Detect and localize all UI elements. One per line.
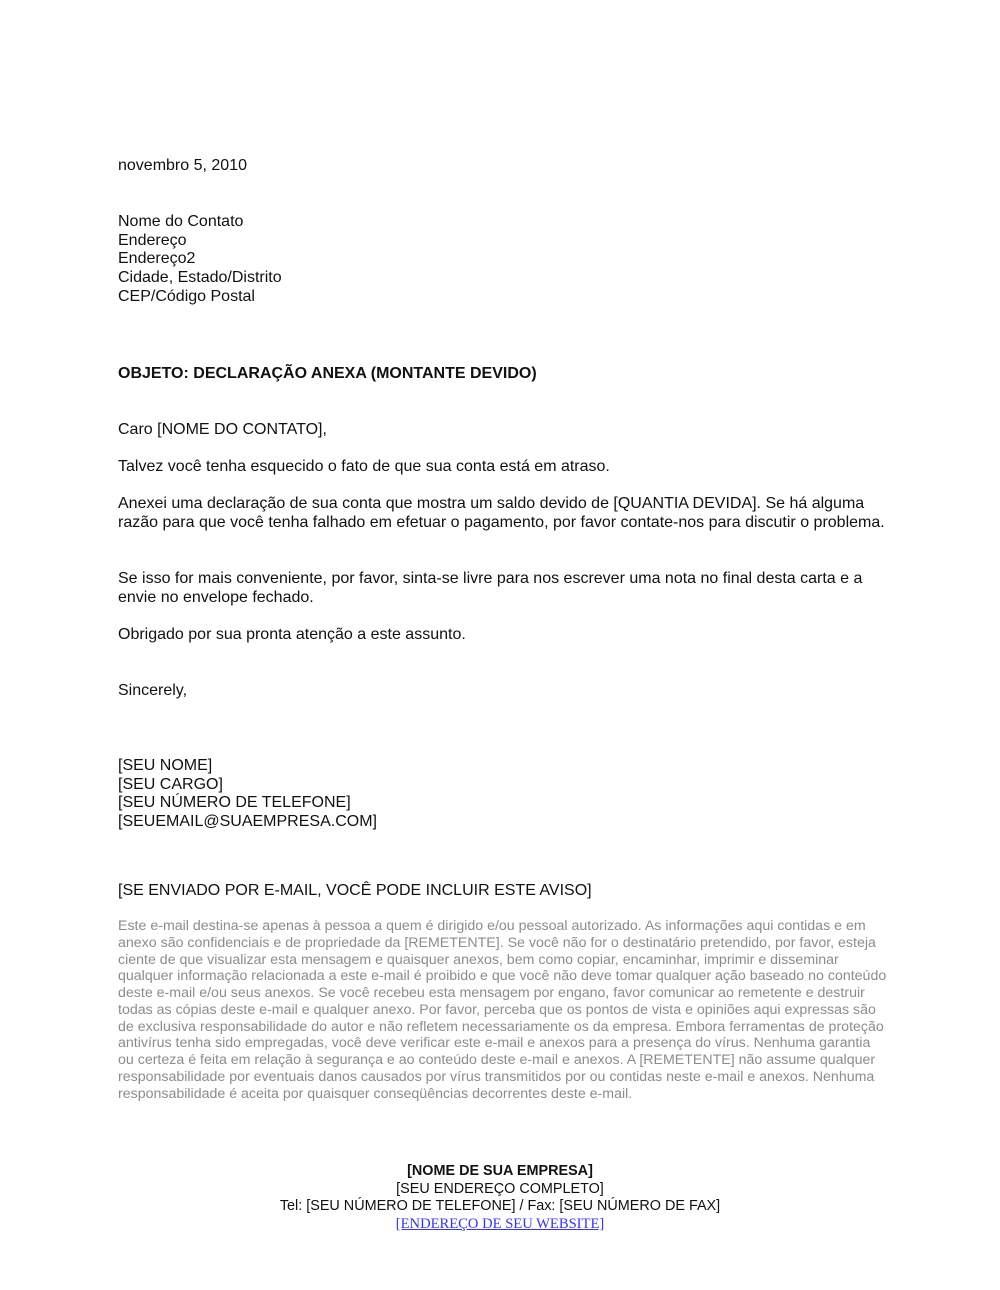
- recipient-address-line-2: Endereço2: [118, 250, 196, 268]
- footer-address: [SEU ENDEREÇO COMPLETO]: [396, 1180, 604, 1197]
- date-text: novembro 5, 2010: [118, 157, 247, 174]
- subject-line: [118, 365, 888, 384]
- sender-name: [SEU NOME]: [118, 757, 213, 774]
- company-footer: [0, 1163, 1000, 1233]
- body-paragraph-1: [118, 458, 888, 477]
- signature-block: [118, 757, 888, 832]
- closing-text: Sincerely,: [118, 682, 188, 699]
- paragraph-text: Talvez você tenha esquecido o fato de que sua conta está em atraso.: [118, 458, 610, 475]
- recipient-address-block: [118, 213, 888, 307]
- closing: [118, 682, 888, 701]
- sender-phone: [SEU NÚMERO DE TELEFONE]: [118, 794, 351, 812]
- footer-company-name: [NOME DE SUA EMPRESA]: [407, 1163, 593, 1179]
- body-paragraph-3: [118, 570, 888, 607]
- recipient-address-line-1: Endereço: [118, 231, 187, 249]
- sender-email: [SEUEMAIL@SUAEMPRESA.COM]: [118, 813, 377, 831]
- subject-text: OBJETO: DECLARAÇÃO ANEXA (MONTANTE DEVIDO): [118, 365, 537, 382]
- body-paragraph-4: [118, 626, 888, 645]
- email-notice-heading-text: [SE ENVIADO POR E-MAIL, VOCÊ PODE INCLUIR ESTE AVISO]: [118, 882, 592, 899]
- sender-title: [SEU CARGO]: [118, 775, 223, 793]
- paragraph-text: Anexei uma declaração de sua conta que mostra um saldo devido de [QUANTIA DEVIDA]. Se há alguma razão para que você tenha falhado em efetuar o pagamento, por favor contate-nos para discutir o problema.: [118, 495, 885, 531]
- recipient-name: Nome do Contato: [118, 213, 244, 230]
- recipient-city-state: Cidade, Estado/Distrito: [118, 269, 282, 287]
- paragraph-text: Se isso for mais conveniente, por favor, sinta-se livre para nos escrever uma nota no final desta carta e a envie no envelope fechado.: [118, 570, 863, 606]
- letter-date: [118, 157, 888, 176]
- recipient-postal-code: CEP/Código Postal: [118, 287, 255, 305]
- footer-contact: Tel: [SEU NÚMERO DE TELEFONE] / Fax: [SEU NÚMERO DE FAX]: [279, 1198, 721, 1215]
- body-paragraph-2: [118, 495, 888, 532]
- email-notice-heading: [118, 882, 888, 901]
- paragraph-text: Obrigado por sua pronta atenção a este assunto.: [118, 626, 466, 643]
- salutation: [118, 421, 888, 440]
- footer-website-link[interactable]: [ENDEREÇO DE SEU WEBSITE]: [395, 1215, 605, 1232]
- salutation-text: Caro [NOME DO CONTATO],: [118, 421, 327, 438]
- disclaimer-text: Este e-mail destina-se apenas à pessoa a quem é dirigido e/ou pessoal autorizado. As informações aqui contidas e em anexo são confidenciais e de propriedade da [REMETENTE]. Se você não for o destinatário pretendido, por favor, esteja ciente de que visualizar esta mensagem e quaisquer anexos, bem como copiar, encaminhar, imprimir e disseminar qualquer informação relacionada a este e-mail é proibido e que você não deve tomar qualquer ação baseado no conteúdo deste e-mail e/ou seus anexos. Se você recebeu esta mensagem por engano, favor comunicar ao remetente e destruir todas as cópias deste e-mail e qualquer anexo. Por favor, perceba que os pontos de vista e opiniões aqui expressas são de exclusiva responsabilidade do autor e não refletem necessariamente os da empresa. Embora ferramentas de proteção antivírus tenha sido empregadas, você deve verificar este e-mail e anexos para a presença do vírus. Nenhuma garantia ou certeza é feita em relação à segurança e ao conteúdo deste e-mail e anexos. A [REMETENTE] não assume qualquer responsabilidade por eventuais danos causados por vírus transmitidos por ou contidas neste e-mail e anexos. Nenhuma responsabilidade é aceita por quaisquer conseqüências decorrentes deste e-mail.: [118, 918, 887, 1102]
- email-disclaimer: [118, 918, 888, 1102]
